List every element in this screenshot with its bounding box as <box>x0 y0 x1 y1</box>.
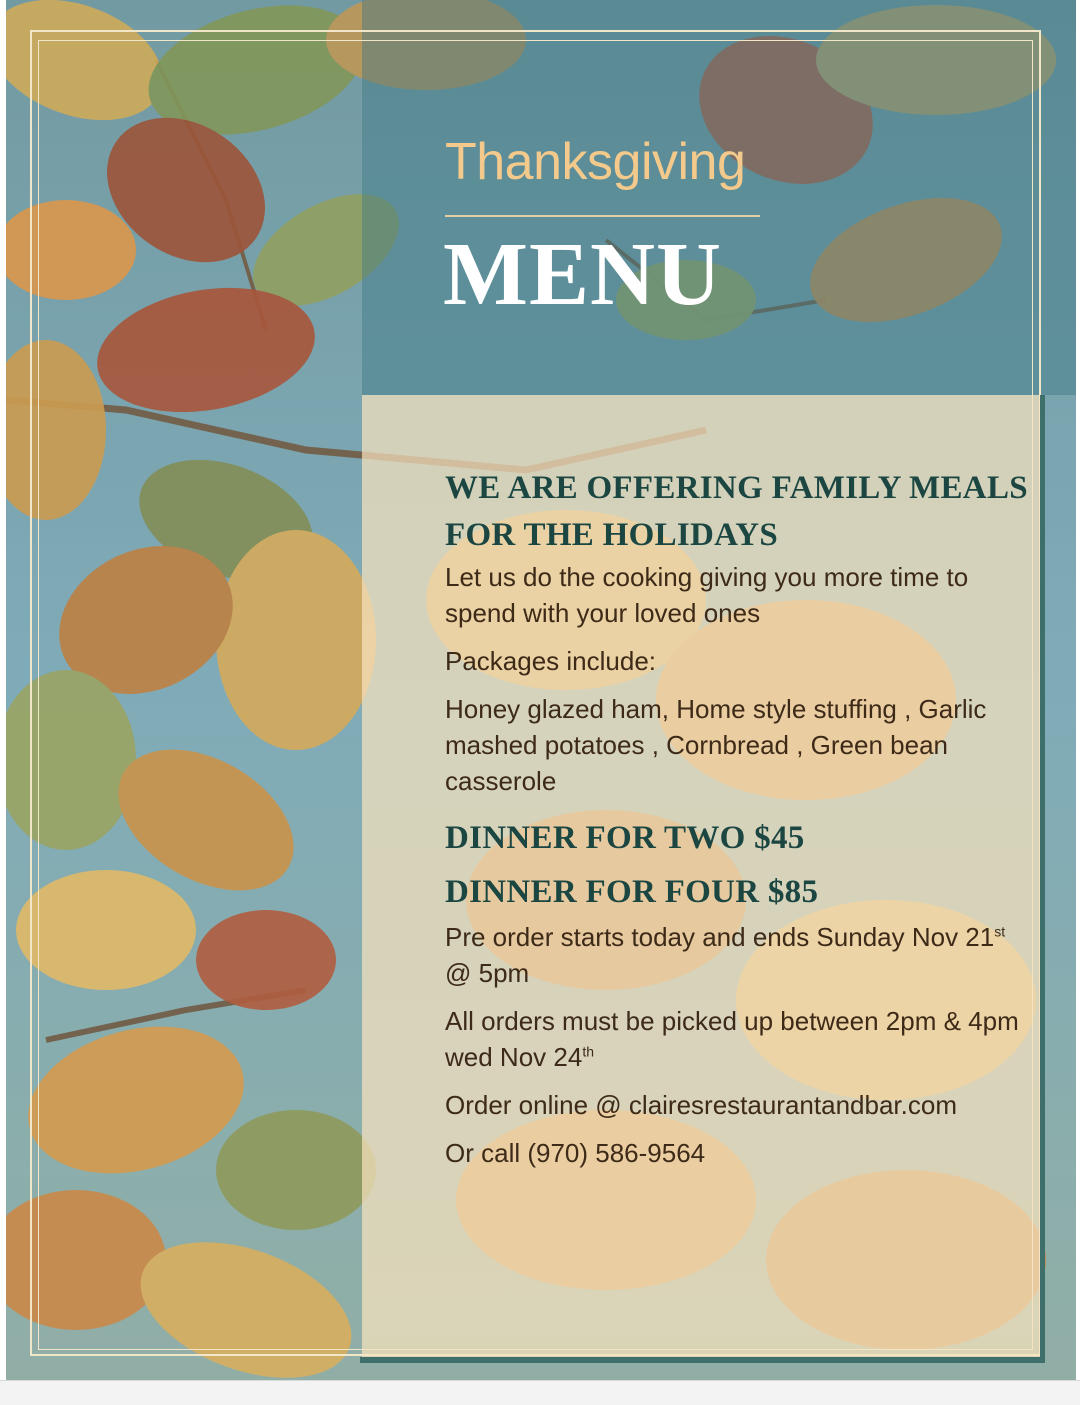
price-dinner-two: DINNER FOR TWO $45 <box>445 820 805 856</box>
call-phone: Or call (970) 586-9564 <box>445 1138 706 1168</box>
panel-bottom-edge <box>360 1357 1045 1363</box>
preorder-time: @ 5pm <box>445 958 530 988</box>
title-thanksgiving: Thanksgiving <box>445 133 746 191</box>
packages-items: Honey glazed ham, Home style stuffing , Garlic mashed potatoes , Cornbread , Green bean casserole <box>445 694 987 796</box>
pickup-text: All orders must be picked up between 2pm & 4pm wed Nov 24 <box>445 1006 1019 1072</box>
pickup-ordinal: th <box>582 1043 594 1060</box>
offer-intro: Let us do the cooking giving you more time to spend with your loved ones <box>445 562 969 628</box>
packages-label: Packages include: <box>445 646 657 676</box>
title-menu: MENU <box>443 225 722 324</box>
panel-right-edge <box>1040 395 1045 1363</box>
title-divider <box>445 215 760 217</box>
pickup-info <box>445 1003 1030 1075</box>
price-dinner-four: DINNER FOR FOUR $85 <box>445 874 819 910</box>
preorder-text: Pre order starts today and ends Sunday Nov 21 <box>445 922 995 952</box>
bottom-strip <box>0 1380 1080 1405</box>
preorder-info <box>445 919 1030 955</box>
preorder-ordinal: st <box>994 923 1006 940</box>
menu-content <box>445 465 1030 1171</box>
offer-headline: WE ARE OFFERING FAMILY MEALS FOR THE HOLIDAYS <box>445 470 1028 553</box>
order-online: Order online @ clairesrestaurantandbar.com <box>445 1090 957 1120</box>
